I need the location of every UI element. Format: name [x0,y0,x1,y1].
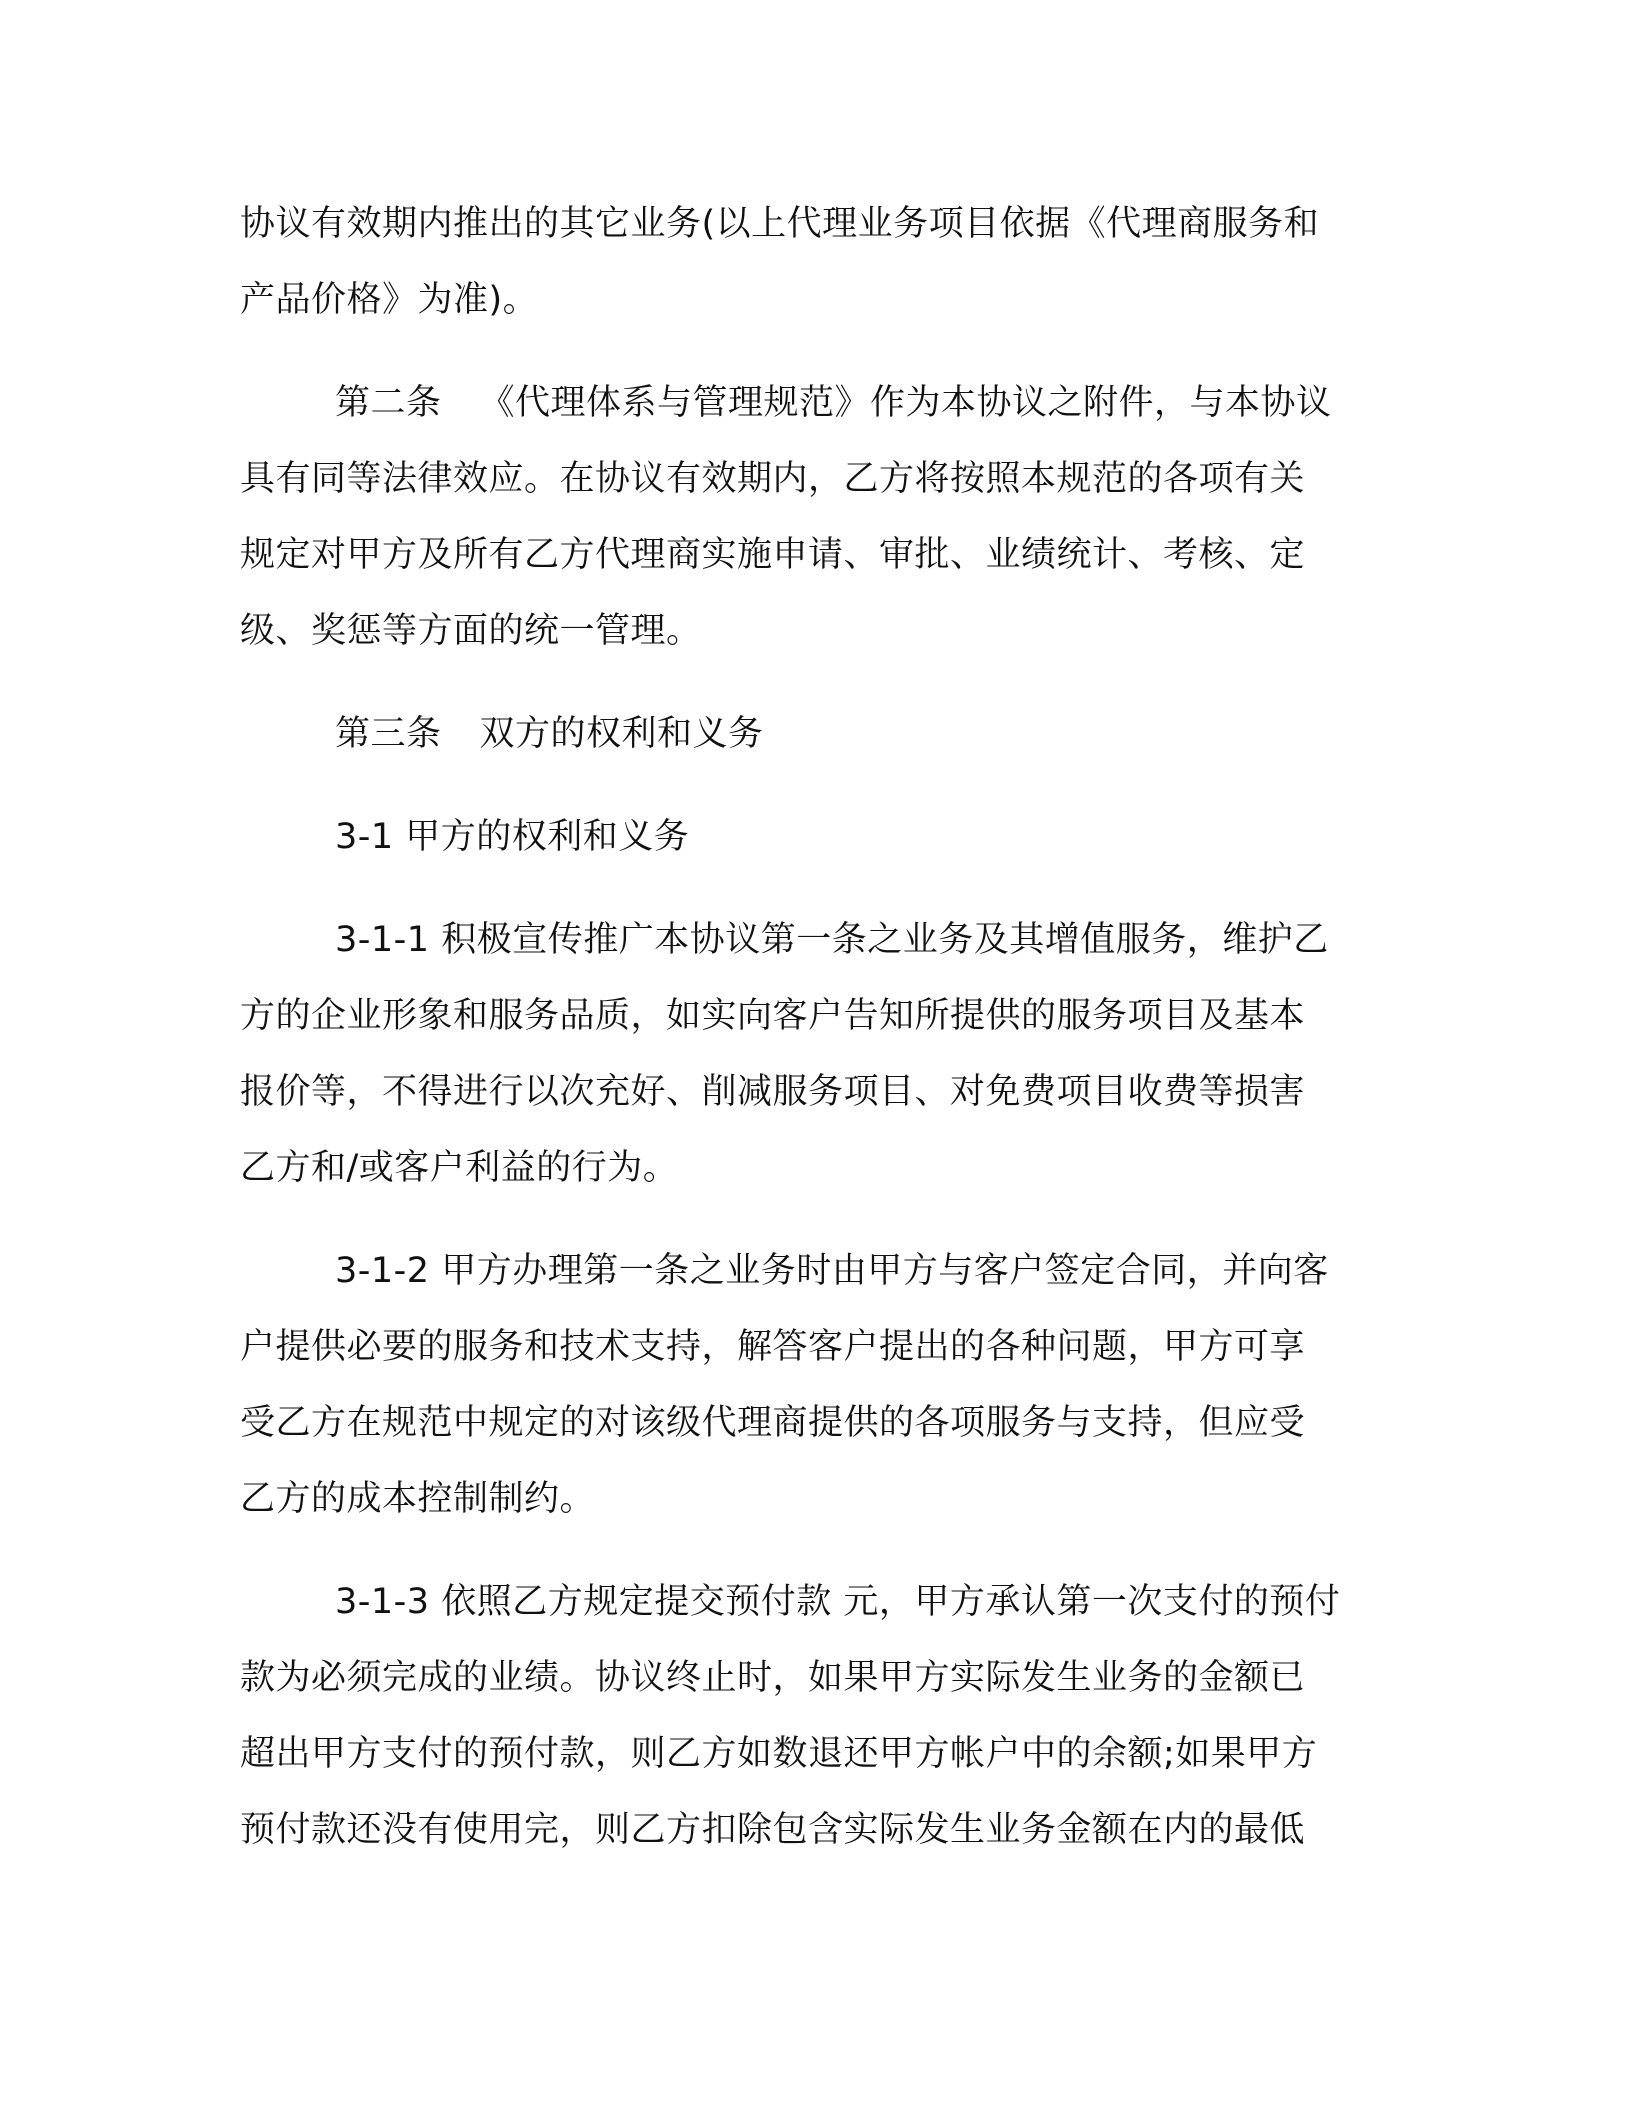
text-line-body: 双方的权利和义务 [479,714,764,754]
text-line: 受乙方在规范中规定的对该级代理商提供的各项服务与支持，但应受 [240,1403,1306,1443]
document-body [240,186,1370,1868]
text-line: 具有同等法律效应。在协议有效期内，乙方将按照本规范的各项有关 [240,459,1306,499]
text-line: 规定对甲方及所有乙方代理商实施申请、审批、业绩统计、考核、定 [240,535,1306,575]
text-line [240,365,1370,441]
text-line: 乙方和/或客户利益的行为。 [240,1148,679,1188]
article-heading: 第二条 [335,383,442,423]
text-line: 协议有效期内推出的其它业务(以上代理业务项目依据《代理商服务和 [240,204,1320,244]
paragraph-continuation [240,186,1370,338]
text-line: 乙方的成本控制制约。 [240,1479,596,1519]
text-line-body: 《代理体系与管理规范》作为本协议之附件，与本协议 [479,383,1332,423]
text-line: 预付款还没有使用完，则乙方扣除包含实际发生业务金额在内的最低 [240,1810,1306,1850]
text-line: 超出甲方支付的预付款，则乙方如数退还甲方帐户中的余额;如果甲方 [240,1734,1318,1774]
text-line: 3-1-3 依照乙方规定提交预付款 元，甲方承认第一次支付的预付 [335,1582,1341,1622]
text-line: 款为必须完成的业绩。协议终止时，如果甲方实际发生业务的金额已 [240,1658,1306,1698]
text-line: 3-1-1 积极宣传推广本协议第一条之业务及其增值服务，维护乙 [335,920,1329,960]
paragraph-clause-3-1-3 [240,1564,1370,1868]
article-heading: 第三条 [335,714,442,754]
text-line: 级、奖惩等方面的统一管理。 [240,611,702,651]
paragraph-section-3-1 [240,799,1370,875]
paragraph-clause-3-1-1 [240,902,1370,1206]
text-line: 方的企业形象和服务品质，如实向客户告知所提供的服务项目及基本 [240,996,1306,1036]
text-line: 3-1-2 甲方办理第一条之业务时由甲方与客户签定合同，并向客 [335,1251,1329,1291]
paragraph-article-2 [240,365,1370,669]
text-line: 产品价格》为准)。 [240,280,539,320]
text-line: 户提供必要的服务和技术支持，解答客户提出的各种问题，甲方可享 [240,1327,1306,1367]
text-line [240,696,1370,772]
paragraph-article-3 [240,696,1370,772]
paragraph-clause-3-1-2 [240,1233,1370,1537]
text-line: 报价等，不得进行以次充好、削减服务项目、对免费项目收费等损害 [240,1072,1306,1112]
text-line: 3-1 甲方的权利和义务 [335,817,690,857]
